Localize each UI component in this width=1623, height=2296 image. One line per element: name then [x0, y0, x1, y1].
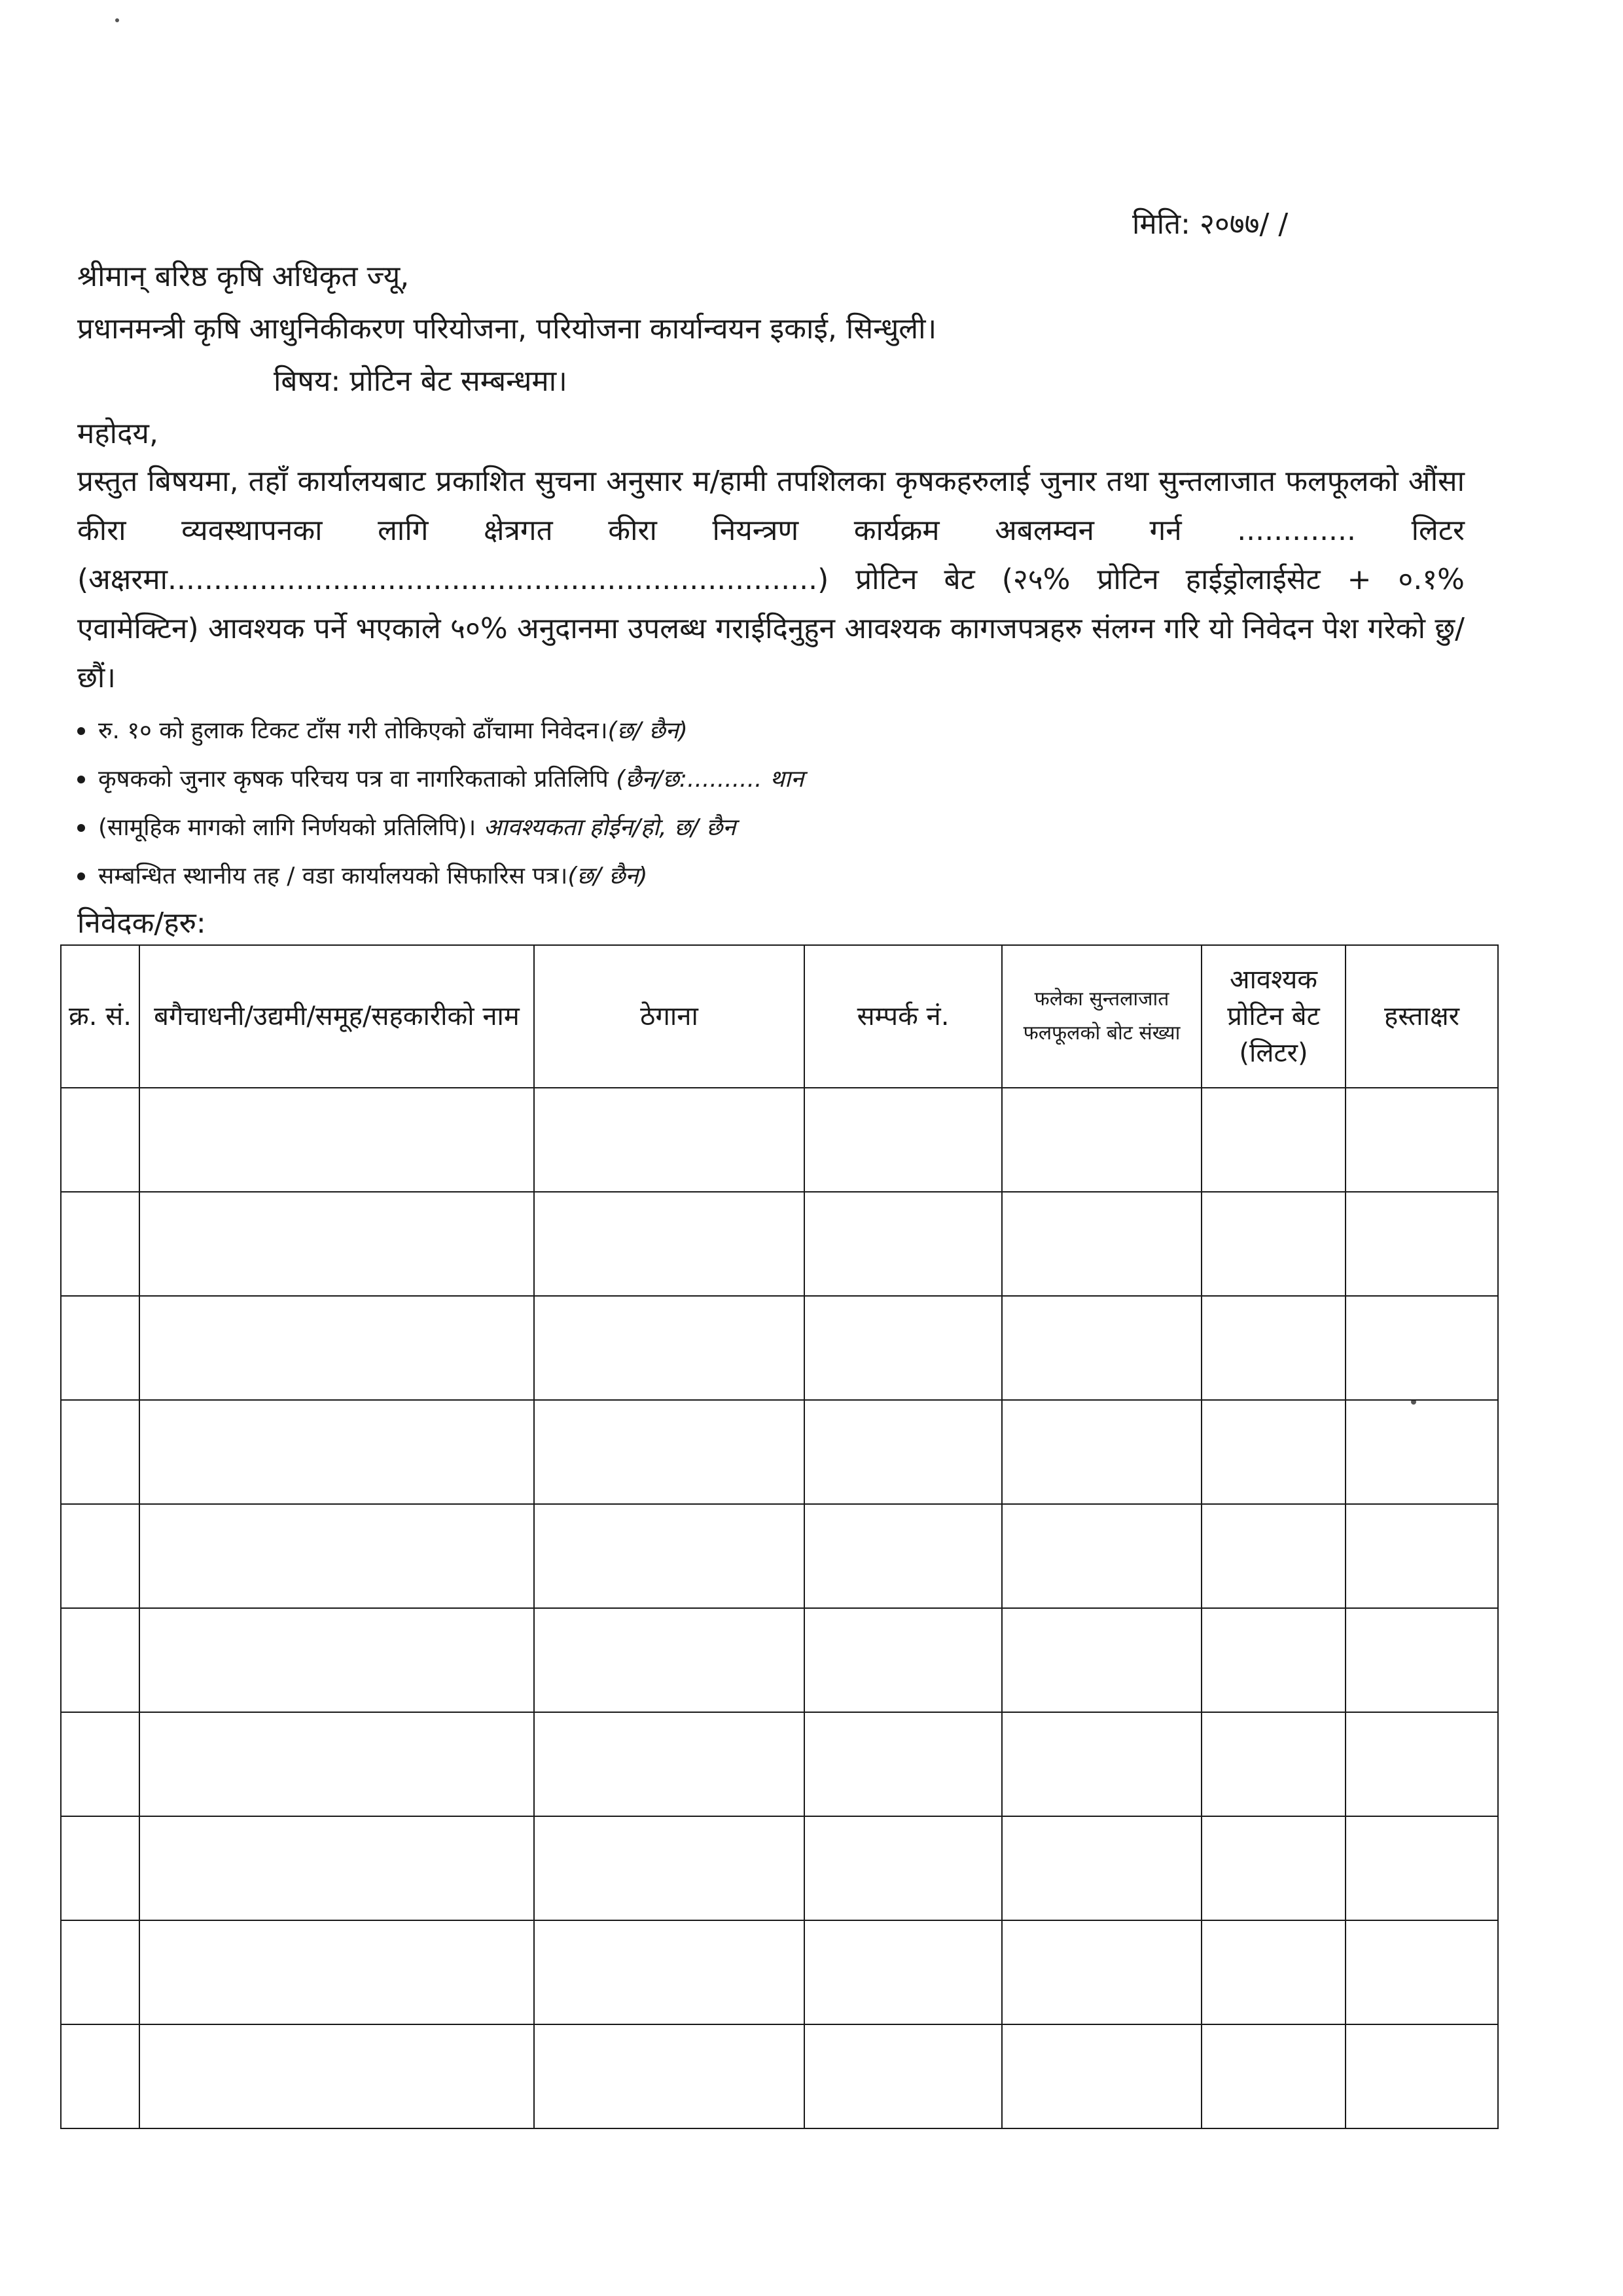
table-row	[61, 2024, 1498, 2128]
table-cell[interactable]	[61, 1712, 139, 1816]
table-row	[61, 1816, 1498, 1920]
bullet-icon	[77, 824, 85, 832]
attachment-item	[77, 755, 804, 804]
attachment-text: कृषकको जुनार कृषक परिचय पत्र वा नागरिकताको प्रतिलिपि	[98, 766, 609, 793]
table-cell[interactable]	[139, 1504, 534, 1608]
applicants-table	[60, 944, 1499, 2129]
table-cell[interactable]	[804, 1192, 1002, 1296]
attachment-text: (सामूहिक मागको लागि निर्णयको प्रतिलिपि)।	[98, 814, 476, 841]
table-cell[interactable]	[804, 1296, 1002, 1400]
table-cell[interactable]	[534, 1192, 804, 1296]
table-cell[interactable]	[1346, 1192, 1498, 1296]
table-cell[interactable]	[534, 1712, 804, 1816]
table-cell[interactable]	[1002, 1712, 1202, 1816]
attachment-text: रु. १० को हुलाक टिकट टाँस गरी तोकिएको ढाँचामा निवेदन।	[98, 717, 608, 744]
table-cell[interactable]	[1002, 1504, 1202, 1608]
table-cell[interactable]	[1002, 1400, 1202, 1504]
salutation: महोदय,	[77, 417, 158, 450]
table-cell[interactable]	[1202, 1192, 1346, 1296]
table-cell[interactable]	[1202, 1608, 1346, 1712]
table-cell[interactable]	[1202, 1504, 1346, 1608]
attachment-note: (छैन/छ:.......... थान	[616, 766, 804, 793]
table-cell[interactable]	[139, 1608, 534, 1712]
table-cell[interactable]	[61, 1504, 139, 1608]
table-row	[61, 1712, 1498, 1816]
table-cell[interactable]	[61, 1816, 139, 1920]
table-cell[interactable]	[139, 1920, 534, 2024]
table-cell[interactable]	[139, 1400, 534, 1504]
table-cell[interactable]	[1346, 1816, 1498, 1920]
table-cell[interactable]	[1202, 2024, 1346, 2128]
table-cell[interactable]	[1002, 1816, 1202, 1920]
attachment-note: (छ/ छैन)	[567, 863, 648, 889]
attachment-item	[77, 804, 804, 852]
table-cell[interactable]	[1202, 1296, 1346, 1400]
col-tree-count: फलेका सुन्तलाजात फलफूलको बोट संख्या	[1002, 945, 1202, 1088]
table-cell[interactable]	[804, 1088, 1002, 1192]
table-cell[interactable]	[1002, 1192, 1202, 1296]
table-cell[interactable]	[1002, 1920, 1202, 2024]
bullet-icon	[77, 872, 85, 880]
table-cell[interactable]	[1346, 2024, 1498, 2128]
table-row	[61, 1192, 1498, 1296]
table-cell[interactable]	[1002, 1088, 1202, 1192]
table-cell[interactable]	[139, 1712, 534, 1816]
attachment-note: आवश्यकता होईन/हो, छ/ छैन	[483, 814, 736, 841]
table-cell[interactable]	[139, 1816, 534, 1920]
table-cell[interactable]	[1202, 1816, 1346, 1920]
col-name: बगैचाधनी/उद्यमी/समूह/सहकारीको नाम	[139, 945, 534, 1088]
table-cell[interactable]	[1002, 1296, 1202, 1400]
table-cell[interactable]	[1202, 1712, 1346, 1816]
table-cell[interactable]	[61, 1608, 139, 1712]
table-cell[interactable]	[534, 1504, 804, 1608]
table-cell[interactable]	[804, 1608, 1002, 1712]
attachment-note: (छ/ छैन)	[607, 717, 688, 744]
table-row	[61, 1088, 1498, 1192]
col-serial: क्र. सं.	[61, 945, 139, 1088]
attachment-list	[77, 707, 804, 901]
table-cell[interactable]	[1346, 1296, 1498, 1400]
table-cell[interactable]	[1202, 1400, 1346, 1504]
bullet-icon	[77, 727, 85, 735]
table-cell[interactable]	[804, 1816, 1002, 1920]
recipient-title: श्रीमान् बरिष्ठ कृषि अधिकृत ज्यू,	[77, 260, 410, 293]
table-row	[61, 1920, 1498, 2024]
table-cell[interactable]	[61, 2024, 139, 2128]
attachment-item	[77, 852, 804, 901]
table-cell[interactable]	[1346, 1712, 1498, 1816]
table-cell[interactable]	[1346, 1504, 1498, 1608]
table-cell[interactable]	[61, 1088, 139, 1192]
table-row	[61, 1504, 1498, 1608]
table-cell[interactable]	[1202, 1088, 1346, 1192]
table-cell[interactable]	[1346, 1608, 1498, 1712]
table-cell[interactable]	[61, 1920, 139, 2024]
table-cell[interactable]	[61, 1400, 139, 1504]
table-cell[interactable]	[804, 1920, 1002, 2024]
table-cell[interactable]	[804, 1712, 1002, 1816]
table-cell[interactable]	[534, 1920, 804, 2024]
recipient-office: प्रधानमन्त्री कृषि आधुनिकीकरण परियोजना, परियोजना कार्यान्वयन इकाई, सिन्धुली।	[77, 312, 937, 346]
table-cell[interactable]	[1346, 1400, 1498, 1504]
table-cell[interactable]	[1346, 1920, 1498, 2024]
table-cell[interactable]	[1002, 1608, 1202, 1712]
table-cell[interactable]	[534, 1296, 804, 1400]
table-cell[interactable]	[1202, 1920, 1346, 2024]
table-cell[interactable]	[804, 1400, 1002, 1504]
table-row	[61, 1608, 1498, 1712]
table-header-row	[61, 945, 1498, 1088]
col-address: ठेगाना	[534, 945, 804, 1088]
table-cell[interactable]	[1002, 2024, 1202, 2128]
table-cell[interactable]	[534, 1816, 804, 1920]
col-contact: सम्पर्क नं.	[804, 945, 1002, 1088]
attachment-item	[77, 707, 804, 755]
table-row	[61, 1400, 1498, 1504]
scan-speck	[115, 18, 119, 22]
table-cell[interactable]	[534, 1608, 804, 1712]
request-paragraph: प्रस्तुत बिषयमा, तहाँ कार्यालयबाट प्रकाशित सुचना अनुसार म/हामी तपशिलका कृषकहरुलाई जुनार तथा सुन्तलाजात फलफूलको औंसा कीरा व्यवस्थापनका लागि क्षेत्रगत कीरा नियन्त्रण कार्यक्रम अबलम्वन गर्न ............. लिटर (अक्षरमा.......................................................................) प्रोटिन बेट (२५% प्रोटिन हाईड्रोलाईसेट + ०.१% एवामेक्टिन) आवश्यक पर्ने भएकाले ५०% अनुदानमा उपलब्ध गराईदिनुहुन आवश्यक कागजपत्रहरु संलग्न गरि यो निवेदन पेश गरेको छु/छौं।	[77, 465, 1465, 694]
date-line: मिति: २०७७/ /	[1132, 207, 1289, 241]
table-cell[interactable]	[139, 1192, 534, 1296]
table-cell[interactable]	[139, 2024, 534, 2128]
table-body	[61, 1088, 1498, 2128]
table-cell[interactable]	[804, 2024, 1002, 2128]
subject-line: बिषय: प्रोटिन बेट सम्बन्धमा।	[274, 365, 567, 398]
table-cell[interactable]	[534, 2024, 804, 2128]
table-cell[interactable]	[804, 1504, 1002, 1608]
table-cell[interactable]	[534, 1400, 804, 1504]
table-cell[interactable]	[61, 1192, 139, 1296]
col-signature: हस्ताक्षर	[1346, 945, 1498, 1088]
table-cell[interactable]	[139, 1088, 534, 1192]
table-row	[61, 1296, 1498, 1400]
col-bait-required: आवश्यक प्रोटिन बेट (लिटर)	[1202, 945, 1346, 1088]
table-cell[interactable]	[1346, 1088, 1498, 1192]
attachment-text: सम्बन्धित स्थानीय तह / वडा कार्यालयको सिफारिस पत्र।	[98, 863, 568, 889]
table-cell[interactable]	[139, 1296, 534, 1400]
bullet-icon	[77, 776, 85, 783]
table-cell[interactable]	[61, 1296, 139, 1400]
table-cell[interactable]	[534, 1088, 804, 1192]
applicants-label: निवेदक/हरु:	[77, 906, 206, 940]
